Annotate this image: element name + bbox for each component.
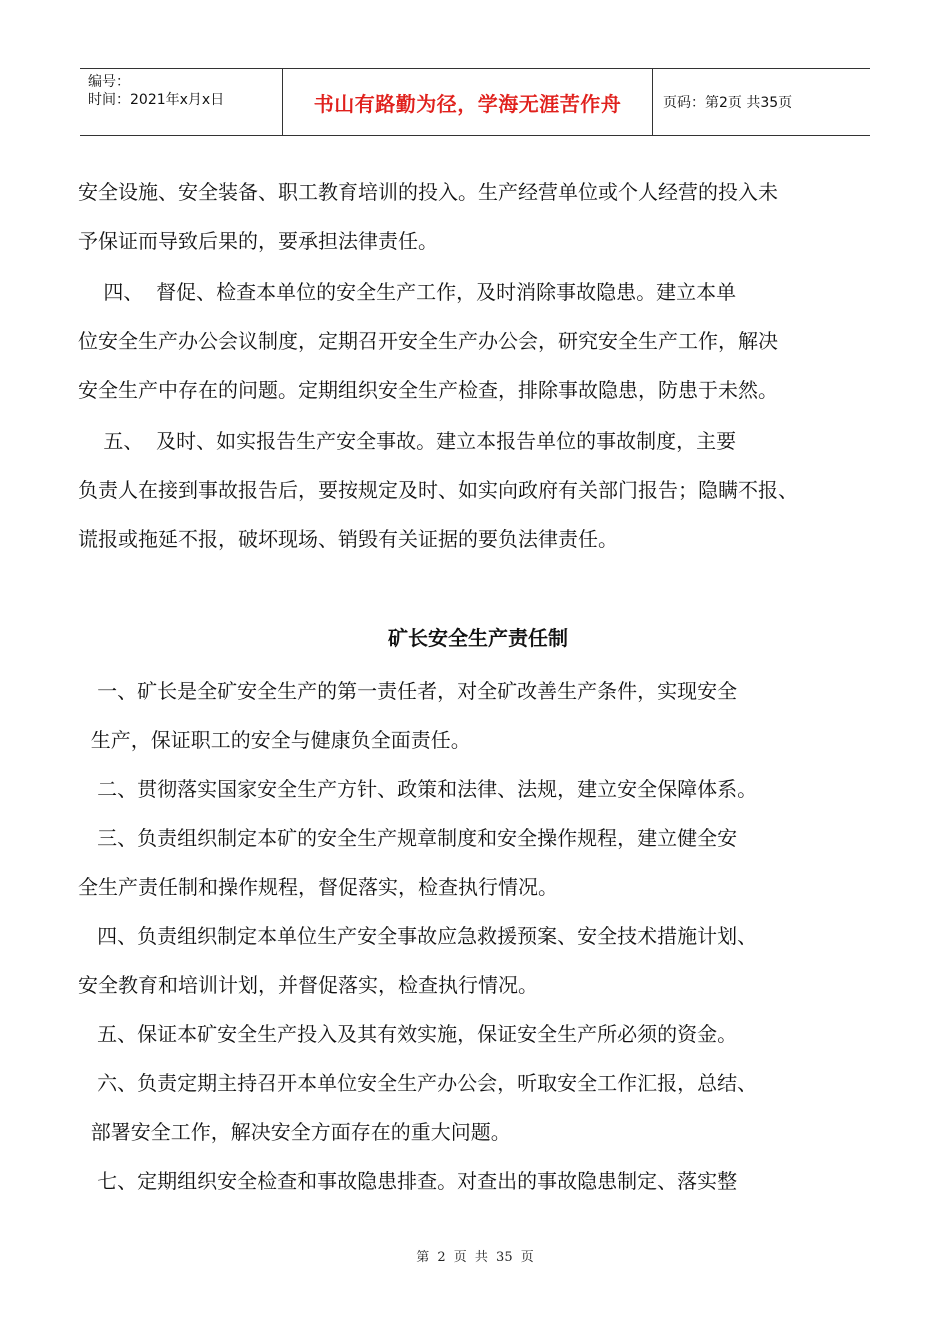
document-number: 编号： <box>88 74 130 90</box>
document-date: 时间：2021年x月x日 <box>88 92 225 108</box>
body-line: 三、负责组织制定本矿的安全生产规章制度和安全操作规程，建立健全安 <box>78 826 738 850</box>
header-page-number: 页码：第2页 共35页 <box>663 95 793 111</box>
body-line: 位安全生产办公会议制度，定期召开安全生产办公会，研究安全生产工作，解决 <box>78 329 778 353</box>
body-line: 安全生产中存在的问题。定期组织安全生产检查，排除事故隐患，防患于未然。 <box>78 378 778 402</box>
header-motto: 书山有路勤为径，学海无涯苦作舟 <box>283 69 653 135</box>
body-line: 四、负责组织制定本单位生产安全事故应急救援预案、安全技术措施计划、 <box>78 924 758 948</box>
body-line: 六、负责定期主持召开本单位安全生产办公会，听取安全工作汇报，总结、 <box>78 1071 758 1095</box>
body-line: 安全设施、安全装备、职工教育培训的投入。生产经营单位或个人经营的投入未 <box>78 180 778 204</box>
body-line: 生产，保证职工的安全与健康负全面责任。 <box>78 728 471 752</box>
page-footer: 第 2 页 共 35 页 <box>416 1250 534 1265</box>
page-header <box>80 68 870 136</box>
body-line: 谎报或拖延不报，破坏现场、销毁有关证据的要负法律责任。 <box>78 527 618 551</box>
body-line: 安全教育和培训计划，并督促落实，检查执行情况。 <box>78 973 538 997</box>
body-line: 部署安全工作，解决安全方面存在的重大问题。 <box>78 1120 511 1144</box>
section-title: 矿长安全生产责任制 <box>388 626 568 650</box>
body-line: 予保证而导致后果的，要承担法律责任。 <box>78 229 438 253</box>
header-meta <box>80 69 283 135</box>
body-line: 一、矿长是全矿安全生产的第一责任者，对全矿改善生产条件，实现安全 <box>78 679 738 703</box>
document-body <box>78 168 878 1206</box>
body-line: 负责人在接到事故报告后，要按规定及时、如实向政府有关部门报告；隐瞒不报、 <box>78 478 798 502</box>
body-line: 五、保证本矿安全生产投入及其有效实施，保证安全生产所必须的资金。 <box>78 1022 738 1046</box>
body-line: 七、定期组织安全检查和事故隐患排查。对查出的事故隐患制定、落实整 <box>78 1169 738 1193</box>
body-line: 四、 督促、检查本单位的安全生产工作，及时消除事故隐患。建立本单 <box>78 280 737 304</box>
body-line: 全生产责任制和操作规程，督促落实，检查执行情况。 <box>78 875 558 899</box>
body-line: 五、 及时、如实报告生产安全事故。建立本报告单位的事故制度，主要 <box>78 429 737 453</box>
body-line: 二、贯彻落实国家安全生产方针、政策和法律、法规，建立安全保障体系。 <box>78 777 758 801</box>
